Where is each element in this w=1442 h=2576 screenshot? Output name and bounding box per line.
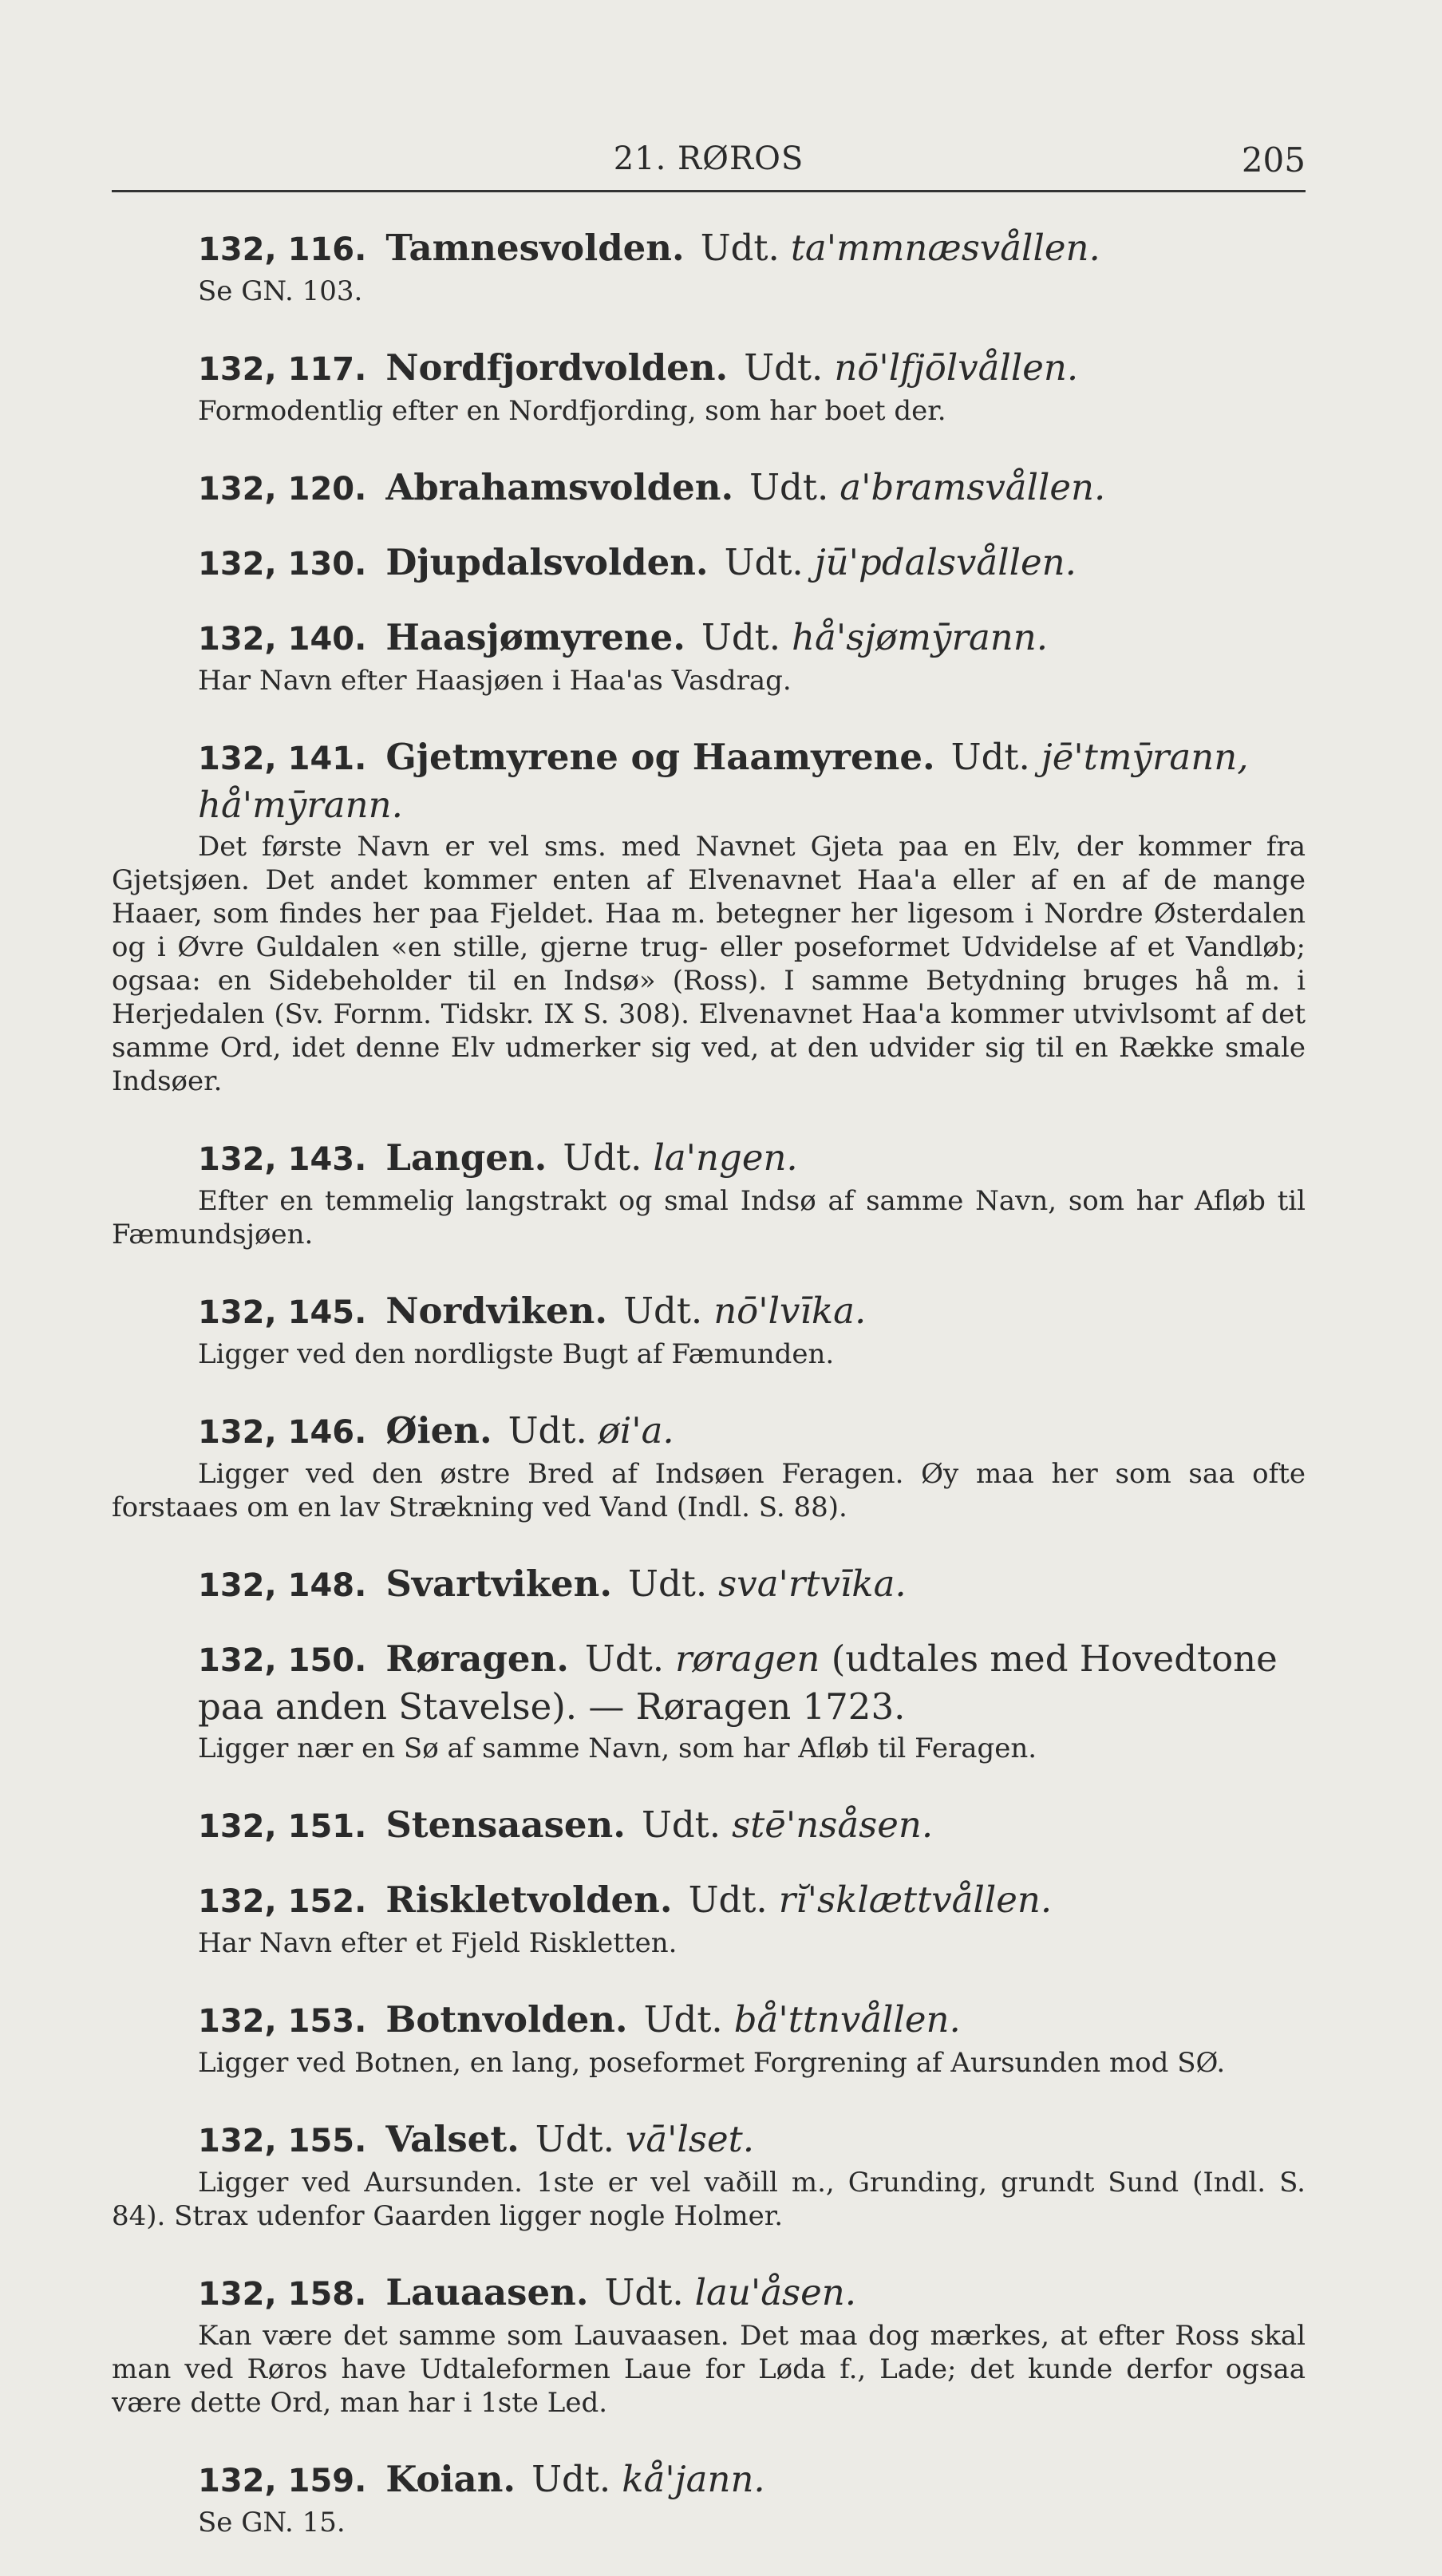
entry-pronunciation: ta'mmnæsvållen. (790, 227, 1100, 269)
place-entry (112, 2116, 1306, 2270)
entry-heading (112, 2270, 1306, 2317)
entry-number: 132, 153. (198, 2003, 367, 2040)
entry-udt-label: Udt. (623, 1290, 703, 1332)
entry-heading (112, 1561, 1306, 1609)
place-entry (112, 345, 1306, 464)
place-entry (112, 464, 1306, 539)
entry-heading (112, 2456, 1306, 2504)
entry-pronunciation: øi'a. (598, 1409, 674, 1452)
entry-heading-remark: (udtales med Hovedtone paa anden Stavelse). — Røragen 1723. (198, 1638, 1278, 1728)
entry-name: Abrahamsvolden. (385, 466, 734, 508)
entry-description: Det første Navn er vel sms. med Navnet Gjeta paa en Elv, der kommer fra Gjetsjøen. Det andet kommer enten af Elvenavnet Haa'a eller af en af de mange Haaer, som findes her paa Fjeldet. Haa m. betegner her ligesom i Nordre Østerdalen og i Øvre Guldalen «en stille, gjerne trug- eller poseformet Udvidelse af et Vandløb; ogsaa: en Sidebeholder til en Indsø» (Ross). I samme Betydning bruges hå m. i Herjedalen (Sv. Fornm. Tidskr. IX S. 308). Elvenavnet Haa'a kommer utvivlsomt af det samme Ord, idet denne Elv udmerker sig ved, at den udvider sig til en Række smale Indsøer. (112, 831, 1306, 1097)
entry-name: Nordviken. (385, 1290, 608, 1332)
entry-description: Kan være det samme som Lauvaasen. Det maa dog mærkes, at efter Ross skal man ved Røros have Udtaleformen Laue for Løda f., Lade; det kunde derfor ogsaa være dette Ord, man har i 1ste Led. (112, 2320, 1306, 2419)
entry-udt-label: Udt. (604, 2271, 684, 2313)
entry-heading (112, 1802, 1306, 1850)
entry-number: 132, 120. (198, 471, 367, 508)
entry-name: Nordfjordvolden. (385, 346, 729, 389)
page-number: 205 (1241, 140, 1306, 180)
entry-udt-label: Udt. (950, 736, 1030, 778)
entry-number: 132, 159. (198, 2463, 367, 2499)
entry-name: Røragen. (385, 1638, 569, 1680)
entry-number: 132, 150. (198, 1642, 367, 1679)
entry-heading (112, 614, 1306, 662)
entry-name: Djupdalsvolden. (385, 541, 709, 583)
entry-udt-label: Udt. (643, 1998, 723, 2041)
entry-heading (112, 225, 1306, 273)
entry-description: Ligger ved den østre Bred af Indsøen Feragen. Øy maa her som saa ofte forstaaes om en lav Strækning ved Vand (Indl. S. 88). (112, 1458, 1306, 1523)
entry-heading (112, 345, 1306, 393)
entry-heading (112, 1636, 1306, 1730)
entry-pronunciation: bå'ttnvållen. (733, 1998, 961, 2041)
entry-name: Valset. (385, 2118, 520, 2160)
entry-number: 132, 146. (198, 1414, 367, 1451)
place-entry (112, 1561, 1306, 1636)
entry-description: Se GN. 15. (198, 2507, 346, 2538)
place-entry (112, 225, 1306, 345)
entry-number: 132, 155. (198, 2123, 367, 2159)
entry-pronunciation: jū'pdalsvållen. (814, 541, 1077, 583)
place-entry (112, 1877, 1306, 1997)
entry-description: Efter en temmelig langstrakt og smal Indsø af samme Navn, som har Afløb til Fæmundsjøen. (112, 1185, 1306, 1250)
entry-pronunciation: sva'rtvīka. (718, 1563, 907, 1605)
place-entry (112, 1408, 1306, 1561)
entry-name: Haasjømyrene. (385, 616, 685, 658)
entry-description: Har Navn efter Haasjøen i Haa'as Vasdrag. (198, 665, 792, 697)
entry-description: Har Navn efter et Fjeld Riskletten. (198, 1927, 678, 1959)
running-title: 21. RØROS (613, 140, 804, 177)
entry-name: Øien. (385, 1409, 492, 1452)
entry-heading (112, 1135, 1306, 1183)
entry-pronunciation: nō'lfjōlvållen. (834, 346, 1079, 389)
place-entry (112, 1288, 1306, 1408)
entry-heading (112, 1997, 1306, 2045)
entry-udt-label: Udt. (724, 541, 804, 583)
entry-udt-label: Udt. (700, 227, 780, 269)
entry-udt-label: Udt. (701, 616, 781, 658)
entry-heading (112, 1877, 1306, 1925)
entry-number: 132, 130. (198, 546, 367, 583)
entry-description: Se GN. 103. (198, 275, 363, 307)
entry-number: 132, 158. (198, 2276, 367, 2313)
entry-udt-label: Udt. (584, 1638, 665, 1680)
entry-heading (112, 1408, 1306, 1456)
entry-name: Lauaasen. (385, 2271, 589, 2313)
entry-heading (112, 464, 1306, 512)
entry-heading (112, 1288, 1306, 1336)
entry-udt-label: Udt. (628, 1563, 708, 1605)
entry-pronunciation: jē'tmȳrann, hå'mȳrann. (198, 736, 1249, 826)
entry-description: Ligger ved Botnen, en lang, poseformet Forgrening af Aursunden mod SØ. (198, 2047, 1226, 2079)
entry-udt-label: Udt. (535, 2118, 614, 2160)
place-entry (112, 2270, 1306, 2456)
entry-pronunciation: rĭ'sklættvållen. (778, 1879, 1053, 1921)
entry-number: 132, 140. (198, 621, 367, 658)
place-entry (112, 1997, 1306, 2116)
entry-number: 132, 117. (198, 351, 367, 388)
entry-name: Botnvolden. (385, 1998, 628, 2041)
entry-udt-label: Udt. (563, 1136, 642, 1179)
entry-heading (112, 734, 1306, 828)
entry-number: 132, 141. (198, 741, 367, 777)
entry-pronunciation: hå'sjømȳrann. (792, 616, 1049, 658)
place-entry (112, 2456, 1306, 2576)
entry-description: Ligger ved Aursunden. 1ste er vel vaðill m., Grunding, grundt Sund (Indl. S. 84). Strax udenfor Gaarden ligger nogle Holmer. (112, 2167, 1306, 2232)
entry-description: Ligger nær en Sø af samme Navn, som har Afløb til Feragen. (198, 1732, 1037, 1764)
entry-pronunciation: røragen (675, 1638, 820, 1680)
entry-udt-label: Udt. (508, 1409, 587, 1452)
entry-heading (112, 2116, 1306, 2164)
entry-pronunciation: stē'nsåsen. (732, 1804, 934, 1846)
header-rule (112, 190, 1306, 192)
entry-udt-label: Udt. (641, 1804, 721, 1846)
entry-number: 132, 116. (198, 231, 367, 268)
page-header (112, 134, 1306, 190)
place-entry (112, 1636, 1306, 1802)
entry-name: Tamnesvolden. (385, 227, 685, 269)
entry-number: 132, 143. (198, 1141, 367, 1178)
place-entry (112, 539, 1306, 614)
entry-pronunciation: kå'jann. (622, 2458, 765, 2500)
place-entry (112, 734, 1306, 1135)
entries-list (112, 225, 1306, 2576)
entry-description: Ligger ved den nordligste Bugt af Fæmunden. (198, 1338, 835, 1370)
entry-udt-label: Udt. (531, 2458, 611, 2500)
entry-pronunciation: vā'lset. (625, 2118, 755, 2160)
place-entry (112, 1802, 1306, 1877)
entry-heading (112, 539, 1306, 587)
entry-name: Langen. (385, 1136, 547, 1179)
entry-number: 132, 152. (198, 1883, 367, 1920)
entry-udt-label: Udt. (744, 346, 824, 389)
entry-name: Riskletvolden. (385, 1879, 673, 1921)
entry-udt-label: Udt. (749, 466, 829, 508)
entry-number: 132, 148. (198, 1567, 367, 1604)
entry-udt-label: Udt. (688, 1879, 768, 1921)
entry-description: Formodentlig efter en Nordfjording, som har boet der. (198, 395, 946, 427)
entry-pronunciation: a'bramsvållen. (840, 466, 1106, 508)
entry-name: Koian. (385, 2458, 516, 2500)
entry-number: 132, 151. (198, 1808, 367, 1845)
entry-name: Stensaasen. (385, 1804, 626, 1846)
entry-pronunciation: la'ngen. (653, 1136, 798, 1179)
place-entry (112, 1135, 1306, 1288)
entry-name: Svartviken. (385, 1563, 613, 1605)
entry-pronunciation: lau'åsen. (694, 2271, 857, 2313)
entry-name: Gjetmyrene og Haamyrene. (385, 736, 935, 778)
entry-number: 132, 145. (198, 1294, 367, 1331)
entry-pronunciation: nō'lvīka. (713, 1290, 867, 1332)
place-entry (112, 614, 1306, 734)
